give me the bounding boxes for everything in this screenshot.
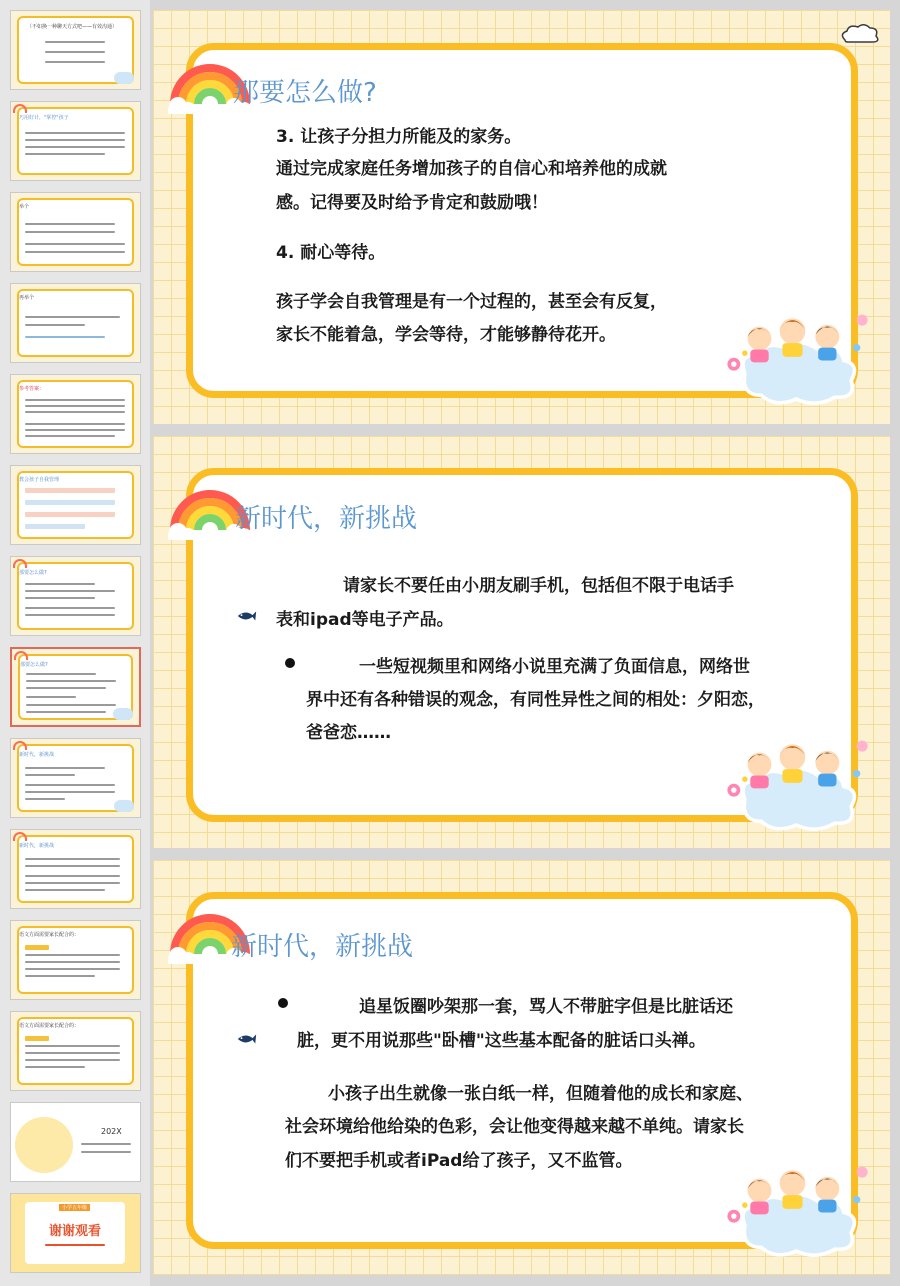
thumb-title: 那要怎么做? (20, 662, 48, 668)
slide-thumbnail-1[interactable] (10, 10, 141, 90)
thumb-title: 参考答案： (19, 386, 45, 392)
slide-thumbnail-9[interactable] (10, 738, 141, 818)
thumb-title: 新时代，新挑战 (19, 752, 55, 758)
text-line: 请家长不要任由小朋友刷手机，包括但不限于电话手 (343, 576, 734, 596)
text-line: 脏，更不用说那些"卧槽"这些基本配备的脏话口头禅。 (297, 1031, 706, 1051)
slide-thumbnail-10[interactable] (10, 829, 141, 909)
slide-thumbnail-14[interactable] (10, 1193, 141, 1273)
slide-title: 那要怎么做? (233, 78, 377, 108)
slide-thumbnail-4[interactable] (10, 283, 141, 363)
slide-thumbnail-7[interactable] (10, 556, 141, 636)
thumb-title: 教会孩子自我管理 (19, 477, 60, 483)
slide-thumbnail-6[interactable] (10, 465, 141, 545)
bullet-dot (278, 998, 288, 1008)
slide-thumbnail-panel (0, 0, 150, 1286)
thumb-title: 那要怎么做? (19, 570, 47, 576)
text-line: 社会环境给他给染的色彩，会让他变得越来越不单纯。请家长 (285, 1117, 744, 1137)
text-line: 孩子学会自我管理是有一个过程的，甚至会有反复， (276, 292, 667, 312)
slide-thumbnail-2[interactable] (10, 101, 141, 181)
text-line: 爸爸恋…… (306, 723, 391, 743)
thumb-title: 语文方面需要家长配合的： (19, 932, 80, 938)
thumb-title: 举个 (19, 204, 30, 210)
thumb-title: （不如换一种聊天方式吧——有效沟通） (27, 24, 118, 30)
cloud-icon (839, 22, 881, 44)
text-line: 表和ipad等电子产品。 (276, 610, 454, 630)
rainbow-icon (13, 104, 27, 113)
slide-title: 新时代，新挑战 (235, 504, 418, 534)
text-line: 一些短视频里和网络小说里充满了负面信息，网络世 (359, 657, 750, 677)
thumb-title: 语文方面需要家长配合的： (19, 1023, 80, 1029)
slide-3[interactable] (153, 860, 890, 1275)
text-line: 感。记得要及时给予肯定和鼓励哦！ (276, 193, 548, 213)
text-line: 4. 耐心等待。 (276, 243, 386, 263)
text-line: 3. 让孩子分担力所能及的家务。 (276, 127, 522, 147)
slide-thumbnail-5[interactable] (10, 374, 141, 454)
thumb-title: 新时代，新挑战 (19, 843, 55, 849)
text-line: 追星饭圈吵架那一套，骂人不带脏字但是比脏话还 (359, 997, 733, 1017)
slide-2[interactable] (153, 436, 890, 848)
slide-thumbnail-3[interactable] (10, 192, 141, 272)
kids-illustration (114, 72, 134, 84)
fish-icon (236, 609, 258, 623)
text-line: 家长不能着急，学会等待，才能够静待花开。 (276, 325, 616, 345)
slide-1[interactable] (153, 10, 890, 424)
text-line: 们不要把手机或者iPad给了孩子，又不监管。 (285, 1151, 633, 1171)
kids-on-cloud-illustration (718, 1152, 878, 1262)
thumb-title: 202X (101, 1127, 122, 1136)
thumb-title: 再举个 (19, 295, 35, 301)
bullet-dot (285, 658, 295, 668)
text-line: 通过完成家庭任务增加孩子的自信心和培养他的成就 (276, 159, 667, 179)
thumb-title: 巧用好计，"掌控"孩子 (19, 115, 69, 121)
kids-on-cloud-illustration (718, 300, 878, 410)
text-line: 小孩子出生就像一张白纸一样，但随着他的成长和家庭、 (328, 1084, 753, 1104)
thumb-title: 谢谢观看 (49, 1224, 102, 1239)
text-line: 界中还有各种错误的观念，有同性异性之间的相处：夕阳恋， (306, 690, 765, 710)
kids-on-cloud-illustration (718, 726, 878, 836)
fish-icon (236, 1032, 258, 1046)
slide-thumbnail-11[interactable] (10, 920, 141, 1000)
slide-thumbnail-8-selected[interactable] (10, 647, 141, 727)
thumb-subtitle: 小学五年级 (59, 1204, 90, 1211)
slide-thumbnail-13[interactable] (10, 1102, 141, 1182)
slide-thumbnail-12[interactable] (10, 1011, 141, 1091)
slide-title: 新时代，新挑战 (231, 932, 414, 962)
kids-illustration (15, 1117, 73, 1173)
